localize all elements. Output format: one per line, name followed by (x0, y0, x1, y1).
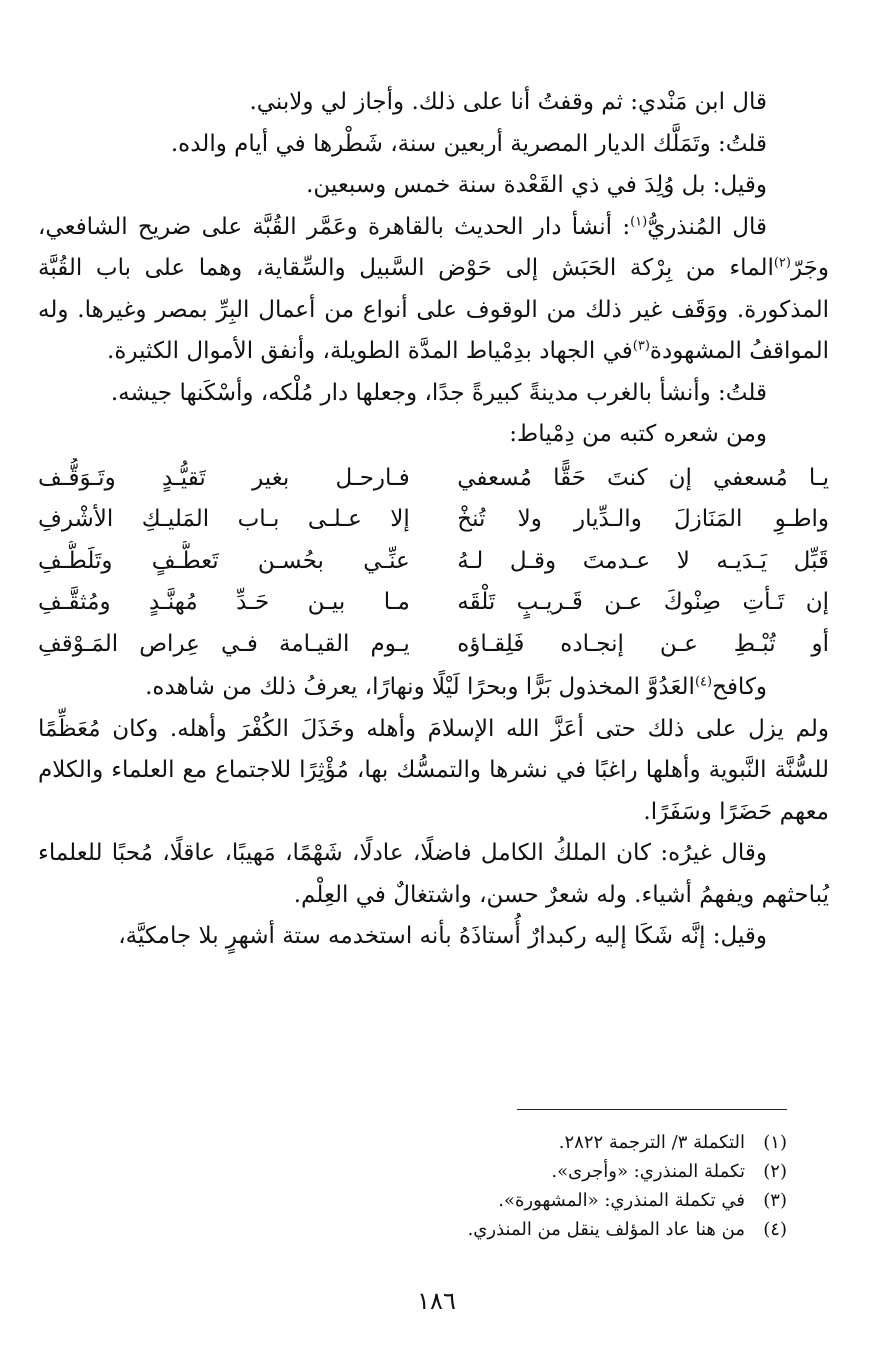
paragraph-ibn-mandi: قال ابن مَنْدي: ثم وقفتُ أنا على ذلك. وأجاز لي ولابني. (249, 89, 767, 115)
paragraph-another-said: وقال غيرُه: كان الملكُ الكامل فاضلًا، عادلًا، شَهْمًا، مَهيبًا، عاقلًا، مُحبًا للعلماء يُباحثهم ويفهمُ أشياء. وله شعرٌ حسن، واشتغالٌ في العِلْم. (38, 840, 829, 908)
verse-first-hemistich: أو تُبْـطِ عـن إنجـاده فَلِقـاؤه (457, 630, 829, 657)
verse-first-hemistich: إن تَـأتِ صِنْوكَ عـن قَـريـبٍ تَلْقَه (457, 589, 829, 615)
text-segment: : أنشأ دار الحديث بالقاهرة وعَمَّر القُبَّة على ضريح الشافعي، وجَرّ (38, 213, 829, 281)
poem-intro: ومن شعره كتبه من دِمْياط: (509, 421, 767, 447)
verse-second-hemistich: مـا بيـن حَـدِّ مُهنَّـدٍ ومُثقَّـفِ (38, 589, 410, 615)
text-segment: العَدُوَّ المخذول بَرًّا وبحرًا لَيْلًا ونهارًا، يعرفُ ذلك من شاهده. (145, 674, 695, 700)
poem-verse (38, 499, 829, 541)
page-body (38, 82, 829, 958)
paragraph-rikabdar: وقيل: إنَّه شَكَا إليه ركبدارٌ أُستاذَهُ بأنه استخدمه ستة أشهرٍ بلا جامكيَّة، (118, 923, 767, 949)
verse-second-hemistich: يـوم القيـامة فـي عِراص المَـوْقفِ (38, 630, 410, 657)
footnote-text: في تكملة المنذري: «المشهورة». (498, 1190, 745, 1211)
paragraph-sunnah: ولم يزل على ذلك حتى أعَزَّ الله الإسلامَ وأهله وخَذَلَ الكُفْرَ وأهله. وكان مُعَظِّمًا للسُّنَّة النَّبوية وأهلها راغبًا في نشرها والتمسُّك بها، مُؤْثِرًا للاجتماع مع العلماء والكلام معهم حَضَرًا وسَفَرًا. (38, 715, 829, 825)
verse-second-hemistich: إلا عـلـى بـاب المَليـكِ الأشْرفِ (38, 506, 410, 532)
footnote-text: من هنا عاد المؤلف ينقل من المنذري. (467, 1219, 745, 1240)
paragraph-reign: قلتُ: وتَمَلَّك الديار المصرية أربعين سنة، شَطْرها في أيام والده. (170, 130, 767, 157)
verse-first-hemistich: قَبِّل يَـدَيـه لا عـدمتَ وقـل لـهُ (457, 547, 829, 574)
footnote-number: (٤) (763, 1219, 787, 1240)
paragraph-fought (38, 667, 829, 709)
footnote-divider (517, 1109, 787, 1110)
footnote-number: (٣) (763, 1190, 787, 1211)
verse-first-hemistich: يـا مُسعفي إن كنتَ حَقًّا مُسعفي (457, 464, 829, 491)
footnote-item (60, 1157, 787, 1186)
verse-first-hemistich: واطـوِ المَنَازلَ والـدِّيار ولا تُنخْ (457, 506, 829, 532)
footnotes (60, 1128, 787, 1244)
footnote-ref-2: (٢) (773, 255, 791, 271)
footnote-text: التكملة ٣/ الترجمة ٢٨٢٢. (558, 1132, 745, 1153)
poem-verse (38, 541, 829, 583)
paragraph-mundhiri (38, 207, 829, 373)
poem-verse (38, 624, 829, 666)
page-number: ١٨٦ (417, 1287, 456, 1315)
footnote-number: (١) (763, 1132, 787, 1153)
paragraph-birth: وقيل: بل وُلِدَ في ذي القَعْدة سنة خمس وسبعين. (306, 172, 767, 198)
text-segment: وكافح (712, 674, 767, 700)
text-segment: في الجهاد بدِمْياط المدَّة الطويلة، وأنفق الأموال الكثيرة. (107, 338, 633, 364)
footnote-ref-1: (١) (630, 213, 648, 229)
poem (38, 458, 829, 666)
paragraph-city: قلتُ: وأنشأ بالغرب مدينةً كبيرةً جدًا، وجعلها دار مُلْكه، وأسْكَنها جيشه. (110, 379, 767, 406)
footnote-text: تكملة المنذري: «وأجرى». (551, 1161, 745, 1182)
text-segment: الماء من بِرْكة الحَبَش إلى حَوْض السَّبيل والسِّقاية، وهما على باب القُبَّة المذكورة. ووَقَف غير ذلك من الوقوف على أنواع من أعمال البِرِّ بمصر وغيرها. وله المواقفُ المشهودة (38, 255, 829, 364)
footnote-item (60, 1128, 787, 1157)
footnote-number: (٢) (763, 1161, 787, 1182)
footnote-ref-3: (٣) (632, 338, 650, 354)
footnote-item (60, 1186, 787, 1215)
footnote-item (60, 1215, 787, 1244)
footnote-ref-4: (٤) (694, 674, 713, 690)
verse-second-hemistich: فـارحـل بغير تَقيُّـدٍ وتَـوَقُّـف (38, 464, 410, 491)
poem-verse (38, 582, 829, 624)
verse-second-hemistich: عنِّـي بحُسـن تَعطُّـفٍ وتَلَطُّـفِ (38, 547, 410, 574)
poem-verse (38, 458, 829, 500)
text-segment: قال المُنذريُّ (647, 213, 768, 240)
